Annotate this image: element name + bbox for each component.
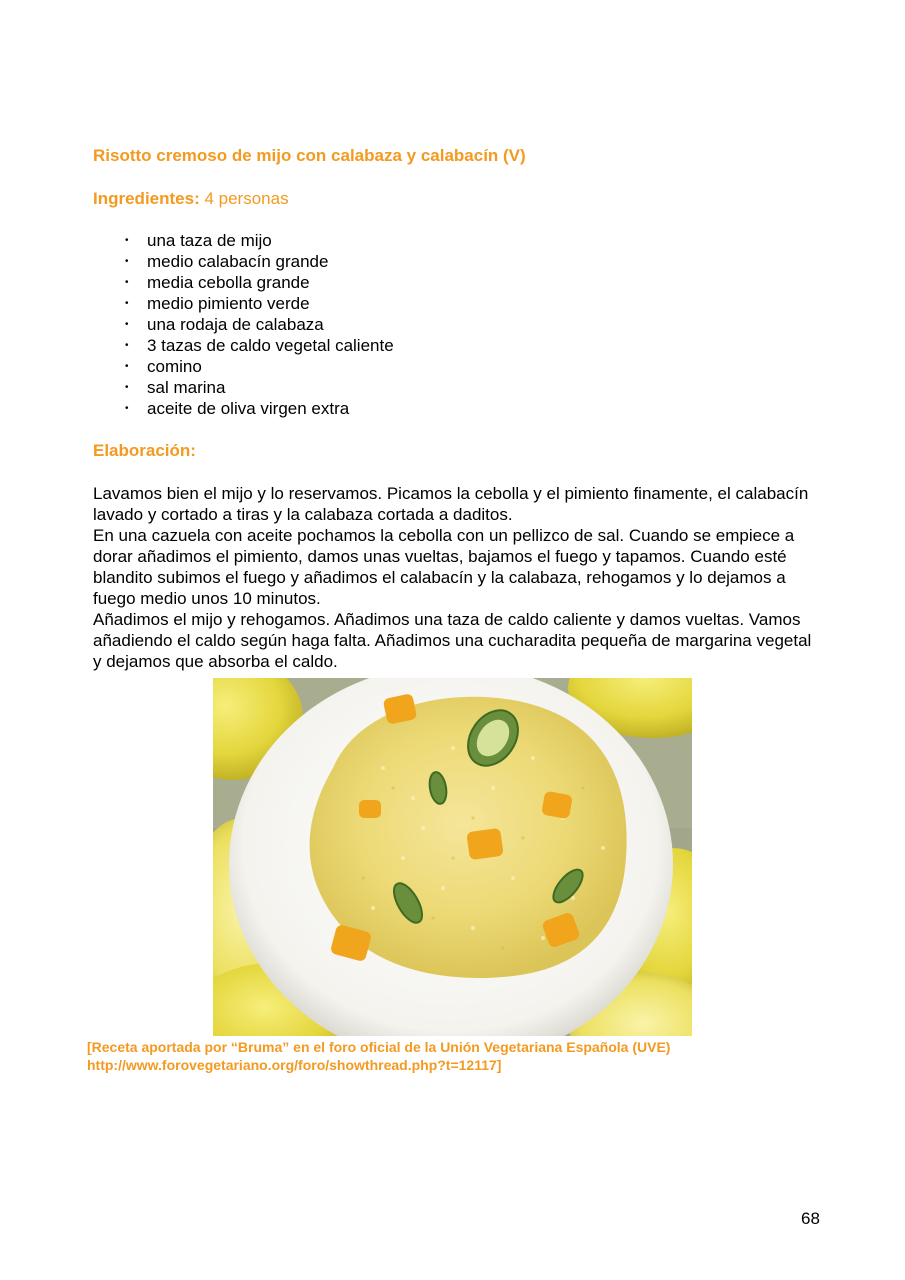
ingredient-text: una taza de mijo [147,231,272,250]
credit-link[interactable]: http://www.forovegetariano.org/foro/showthread.php?t=12117] [87,1057,502,1073]
ingredients-heading [93,189,289,209]
list-item [93,377,394,398]
servings-text: 4 personas [199,189,289,208]
ingredients-label: Ingredientes: [93,189,200,208]
list-item [93,272,394,293]
list-item [93,230,394,251]
list-item [93,293,394,314]
list-item [93,398,394,419]
credit-line: [Receta aportada por “Bruma” en el foro oficial de la Unión Vegetariana Española (UVE) [87,1039,671,1055]
recipe-credit [87,1038,670,1074]
bullet-icon: • [125,403,129,414]
page-number: 68 [801,1209,820,1228]
list-item [93,356,394,377]
recipe-photo [213,678,692,1036]
recipe-title: Risotto cremoso de mijo con calabaza y calabacín (V) [93,146,526,165]
bullet-icon: • [125,256,129,267]
ingredients-list [93,230,394,419]
ingredient-text: media cebolla grande [147,273,310,292]
elaboration-heading: Elaboración: [93,441,196,460]
bullet-icon: • [125,235,129,246]
bullet-icon: • [125,361,129,372]
elaboration-paragraph: Añadimos el mijo y rehogamos. Añadimos una taza de caldo caliente y damos vueltas. Vamos añadiendo el caldo según haga falta. Añadimos una cucharadita pequeña de margarina vegetal y dejamos que absorba el caldo. [93,610,812,671]
bullet-icon: • [125,340,129,351]
ingredient-text: comino [147,357,202,376]
ingredient-text: medio pimiento verde [147,294,310,313]
ingredient-text: sal marina [147,378,226,397]
bullet-icon: • [125,319,129,330]
elaboration-paragraph: En una cazuela con aceite pochamos la cebolla con un pellizco de sal. Cuando se empiece a dorar añadimos el pimiento, damos unas vueltas, bajamos el fuego y tapamos. Cuando esté blandito subimos el fuego y añadimos el calabacín y la calabaza, rehogamos y lo dejamos a fuego medio unos 10 minutos. [93,526,795,608]
bullet-icon: • [125,382,129,393]
elaboration-body [93,483,818,672]
bullet-icon: • [125,277,129,288]
ingredient-text: 3 tazas de caldo vegetal caliente [147,336,394,355]
ingredient-text: medio calabacín grande [147,252,329,271]
elaboration-paragraph: Lavamos bien el mijo y lo reservamos. Picamos la cebolla y el pimiento finamente, el calabacín lavado y cortado a tiras y la calabaza cortada a daditos. [93,484,809,524]
list-item [93,314,394,335]
list-item [93,251,394,272]
ingredient-text: aceite de oliva virgen extra [147,399,350,418]
bullet-icon: • [125,298,129,309]
list-item [93,335,394,356]
ingredient-text: una rodaja de calabaza [147,315,324,334]
